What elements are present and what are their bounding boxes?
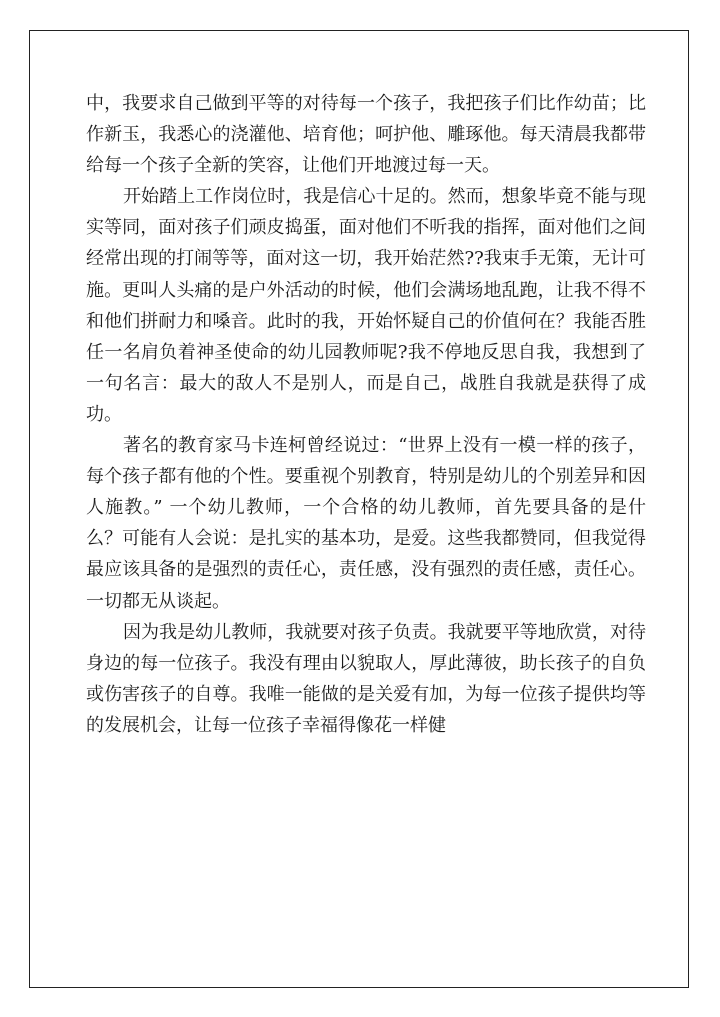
document-body bbox=[86, 88, 646, 741]
paragraph-4: 因为我是幼儿教师，我就要对孩子负责。我就要平等地欣赏，对待身边的每一位孩子。我没有理由以貌取人，厚此薄彼，助长孩子的自负或伤害孩子的自尊。我唯一能做的是关爱有加，为每一位孩子提供均等的发展机会，让每一位孩子幸福得像花一样健 bbox=[86, 621, 646, 736]
paragraph-1: 中，我要求自己做到平等的对待每一个孩子，我把孩子们比作幼苗；比作新玉，我悉心的浇灌他、培育他；呵护他、雕琢他。每天清晨我都带给每一个孩子全新的笑容，让他们开地渡过每一天。 bbox=[86, 93, 646, 177]
paragraph-2: 开始踏上工作岗位时，我是信心十足的。然而，想象毕竟不能与现实等同，面对孩子们顽皮捣蛋，面对他们不听我的指挥，面对他们之间经常出现的打闹等等，面对这一切，我开始茫然??我束手无策，无计可施。更叫人头痛的是户外活动的时候，他们会满场地乱跑，让我不得不和他们拼耐力和嗓音。此时的我，开始怀疑自己的价值何在？我能否胜任一名肩负着神圣使命的幼儿园教师呢?我不停地反思自我，我想到了一句名言：最大的敌人不是别人，而是自己，战胜自我就是获得了成功。 bbox=[86, 186, 646, 425]
paragraph-3: 著名的教育家马卡连柯曾经说过：“世界上没有一模一样的孩子，每个孩子都有他的个性。要重视个别教育，特别是幼儿的个别差异和因人施教。” 一个幼儿教师，一个合格的幼儿教师，首先要具备的是什么？可能有人会说：是扎实的基本功，是爱。这些我都赞同，但我觉得最应该具备的是强烈的责任心，责任感，没有强烈的责任感，责任心。一切都无从谈起。 bbox=[86, 435, 646, 612]
